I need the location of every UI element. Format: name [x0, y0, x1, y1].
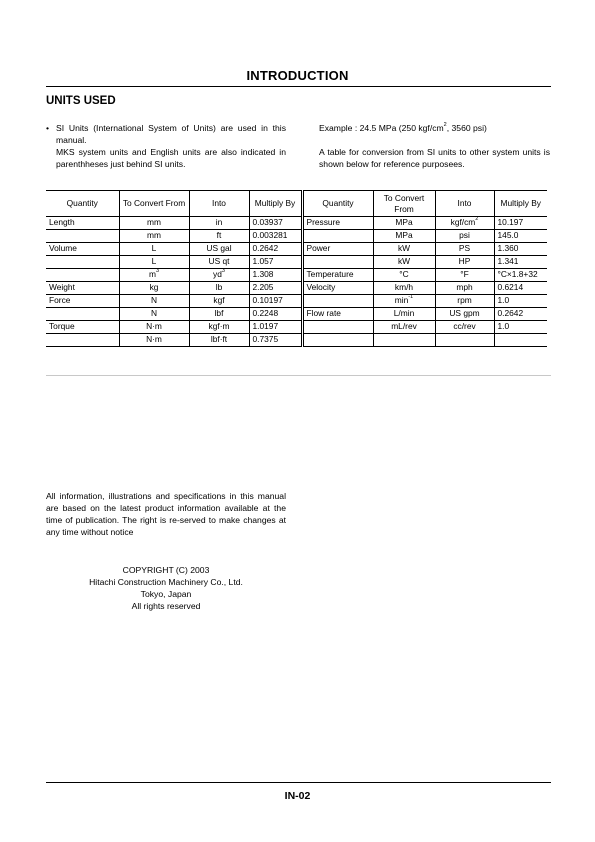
company-name: Hitachi Construction Machinery Co., Ltd.: [89, 577, 243, 587]
page-number: IN-02: [284, 790, 311, 802]
units-intro-left: [46, 122, 286, 170]
title-rule: [46, 86, 551, 87]
quantity-cell: Flow rate: [302, 308, 373, 321]
into-cell: [435, 334, 494, 347]
multiply-cell: 0.2642: [497, 308, 524, 318]
si-units-text: SI Units (International System of Units) are used in this manual.: [56, 123, 286, 145]
table-row: [46, 295, 547, 308]
multiply-cell: 0.7375: [249, 334, 302, 347]
table-row: [46, 230, 547, 243]
into-cell: psi: [435, 230, 494, 243]
quantity-cell: Weight: [46, 282, 119, 295]
multiply-cell: 1.0197: [249, 321, 302, 334]
into-cell: US qt: [189, 256, 249, 269]
multiply-cell: 0.10197: [249, 295, 302, 308]
header-convert-from: To Convert From: [373, 191, 435, 217]
quantity-cell: Power: [302, 243, 373, 256]
into-cell: mph: [435, 282, 494, 295]
into-cell: US gpm: [435, 308, 494, 321]
quantity-cell: [46, 269, 119, 282]
multiply-cell: 1.057: [249, 256, 302, 269]
into-cell: lbf: [189, 308, 249, 321]
multiply-cell: [494, 334, 547, 347]
mks-units-text: MKS system units and English units are also indicated in parenthheses just behind SI units.: [56, 147, 286, 169]
quantity-cell: Volume: [46, 243, 119, 256]
page-title: INTRODUCTION: [246, 68, 349, 83]
section-divider: [46, 375, 551, 376]
header-multiply-by: Multiply By: [494, 191, 547, 217]
table-row: [46, 308, 547, 321]
convert-from-cell: mm: [119, 230, 189, 243]
multiply-cell: 1.0: [497, 321, 510, 331]
table-row: [46, 256, 547, 269]
quantity-cell: Velocity: [302, 282, 373, 295]
into-cell: in: [189, 217, 249, 230]
table-header-row: [46, 191, 547, 217]
quantity-cell: [46, 308, 119, 321]
multiply-cell: 1.341: [497, 256, 519, 266]
into-cell: lbf·ft: [189, 334, 249, 347]
multiply-cell: 1.360: [497, 243, 519, 253]
quantity-cell: [302, 295, 373, 308]
copyright-block: [46, 564, 286, 612]
convert-from-cell: kW: [373, 243, 435, 256]
disclaimer-text: All information, illustrations and specifications in this manual are based on the latest product information available at the time of publication. The right is re-served to make changes at any time without notice: [46, 491, 286, 537]
table-intro-text: A table for conversion from SI units to other system units is shown below for reference purposees.: [319, 147, 550, 169]
convert-from-cell: MPa: [373, 217, 435, 230]
convert-from-cell: N: [119, 295, 189, 308]
rights-reserved: All rights reserved: [131, 601, 201, 611]
quantity-cell: [302, 321, 373, 334]
table-row: [46, 243, 547, 256]
section-title: UNITS USED: [46, 95, 116, 107]
quantity-cell: [302, 334, 373, 347]
quantity-cell: Length: [46, 217, 119, 230]
quantity-cell: Pressure: [302, 217, 373, 230]
quantity-cell: Force: [46, 295, 119, 308]
convert-from-cell: N: [119, 308, 189, 321]
convert-from-cell: kg: [119, 282, 189, 295]
into-cell: ft: [189, 230, 249, 243]
convert-from-cell: [373, 334, 435, 347]
convert-from-cell: km/h: [373, 282, 435, 295]
table-row: [46, 321, 547, 334]
convert-from-cell: MPa: [373, 230, 435, 243]
into-cell: lb: [189, 282, 249, 295]
into-cell: cc/rev: [435, 321, 494, 334]
into-cell: rpm: [435, 295, 494, 308]
conversion-table: [46, 190, 547, 347]
multiply-cell: 1.0: [497, 295, 510, 305]
table-row: [46, 269, 547, 282]
multiply-cell: °C×1.8+32: [497, 269, 538, 279]
multiply-cell: 0.003281: [249, 230, 302, 243]
convert-from-cell: L: [119, 243, 189, 256]
into-cell: kgf·m: [189, 321, 249, 334]
convert-from-cell: kW: [373, 256, 435, 269]
quantity-cell: Torque: [46, 321, 119, 334]
header-quantity: Quantity: [46, 191, 119, 217]
convert-from-cell: mL/rev: [373, 321, 435, 334]
quantity-cell: [46, 256, 119, 269]
convert-from-cell: °C: [373, 269, 435, 282]
table-row: [46, 282, 547, 295]
multiply-cell: 0.2248: [249, 308, 302, 321]
header-into: Into: [189, 191, 249, 217]
quantity-cell: [302, 230, 373, 243]
footer-rule: [46, 782, 551, 783]
multiply-cell: 0.03937: [249, 217, 302, 230]
convert-from-cell: L/min: [373, 308, 435, 321]
into-cell: kgf/$cm^2$: [435, 217, 494, 230]
header-multiply-by: Multiply By: [249, 191, 302, 217]
header-convert-from: To Convert From: [119, 191, 189, 217]
into-cell: HP: [435, 256, 494, 269]
convert-from-cell: $\min^{-1}$: [373, 295, 435, 308]
copyright-line: COPYRIGHT (C) 2003: [122, 565, 210, 575]
header-into: Into: [435, 191, 494, 217]
quantity-cell: Temperature: [302, 269, 373, 282]
multiply-cell: 0.2642: [249, 243, 302, 256]
into-cell: $yd^3$: [189, 269, 249, 282]
multiply-cell: 1.308: [249, 269, 302, 282]
company-location: Tokyo, Japan: [140, 589, 192, 599]
quantity-cell: [46, 230, 119, 243]
example-text: Example : 24.5 MPa (250 kgf/$cm^2$, 3560 psi): [319, 122, 487, 133]
table-row: [46, 217, 547, 230]
header-quantity: Quantity: [302, 191, 373, 217]
multiply-cell: 10.197: [497, 217, 524, 227]
multiply-cell: 2.205: [249, 282, 302, 295]
table-row: [46, 334, 547, 347]
quantity-cell: [46, 334, 119, 347]
into-cell: PS: [435, 243, 494, 256]
into-cell: kgf: [189, 295, 249, 308]
quantity-cell: [302, 256, 373, 269]
multiply-cell: 145.0: [497, 230, 519, 240]
convert-from-cell: N·m: [119, 334, 189, 347]
multiply-cell: 0.6214: [497, 282, 524, 292]
convert-from-cell: mm: [119, 217, 189, 230]
convert-from-cell: L: [119, 256, 189, 269]
convert-from-cell: $m^3$: [119, 269, 189, 282]
into-cell: °F: [435, 269, 494, 282]
units-intro-right: [319, 122, 550, 170]
convert-from-cell: N·m: [119, 321, 189, 334]
into-cell: US gal: [189, 243, 249, 256]
bullet-icon: •: [46, 123, 50, 133]
